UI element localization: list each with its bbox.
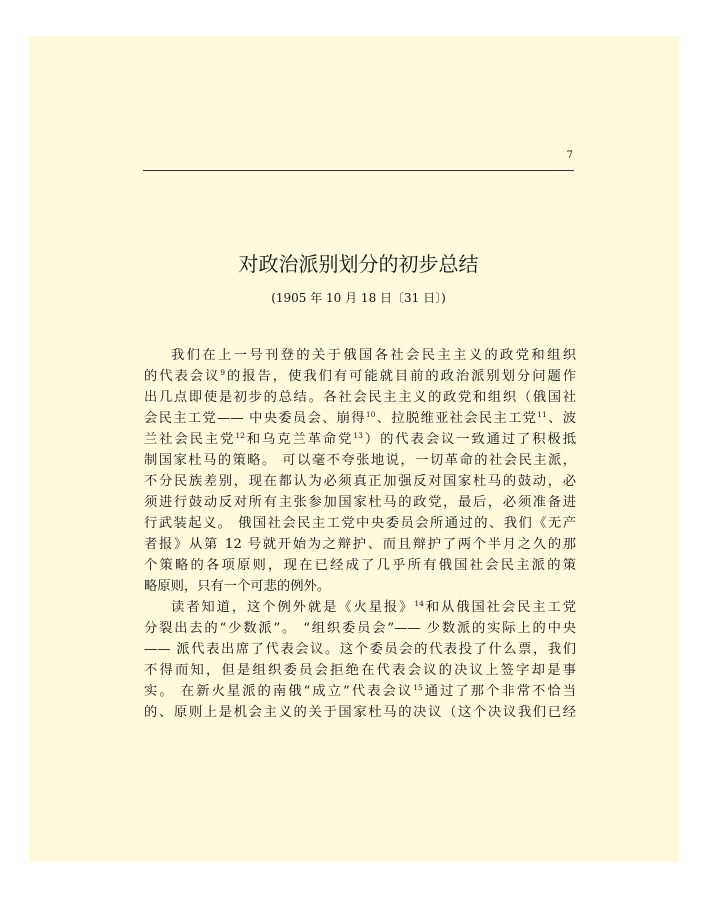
text-line <box>144 429 576 450</box>
body-text <box>144 345 576 723</box>
article-date: (1905 年 10 月 18 日〔31 日〕) <box>271 291 446 305</box>
text-segment: 实。 在新火星派的南俄“成立”代表会议 <box>144 684 414 699</box>
text-segment: 读者知道，这个例外就是《火星报》 <box>171 600 415 615</box>
text-line <box>144 660 576 681</box>
text-segment: ）的代表会议一致通过了积极抵 <box>362 432 577 447</box>
text-segment: 的代表会议 <box>144 369 221 384</box>
footnote-ref: 9 <box>220 368 226 377</box>
text-line <box>144 408 576 429</box>
text-segment: 、拉脱维亚社会民主工党 <box>375 411 538 426</box>
text-segment: 和乌克兰革命党 <box>244 432 354 447</box>
text-segment: 我们在上一号刊登的关于俄国各社会民主主义的政党和组织 <box>171 348 576 363</box>
text-segment: 会民主工党—— 中央委员会、崩得 <box>144 411 366 426</box>
footnote-ref: 12 <box>235 431 245 440</box>
text-segment: 行武装起义。 俄国社会民主工党中央委员会所通过的、我们《无产 <box>144 516 576 531</box>
text-segment: 、波 <box>546 411 577 426</box>
text-segment: 不分民族差别，现在都认为必须真正加强反对国家杜马的鼓动，必 <box>144 474 576 489</box>
text-line <box>144 555 576 576</box>
text-segment: 的报告，使我们有可能就目前的政治派别划分问题作 <box>225 369 577 384</box>
footnote-ref: 13 <box>353 431 363 440</box>
text-segment: 分裂出去的“少数派”。 “组织委员会”—— 少数派的实际上的中央 <box>144 621 576 636</box>
footnote-ref: 11 <box>537 410 547 419</box>
text-segment: 的、原则上是机会主义的关于国家杜马的决议（这个决议我们已经 <box>144 705 576 720</box>
page-number: 7 <box>566 150 573 161</box>
header-rule <box>143 170 574 171</box>
text-line <box>144 576 576 597</box>
text-segment: 通过了那个非常不恰当 <box>422 684 576 699</box>
text-line <box>144 345 576 366</box>
text-line <box>144 366 576 387</box>
text-line <box>144 639 576 660</box>
text-line <box>144 492 576 513</box>
text-line <box>144 450 576 471</box>
text-segment: 出几点即使是初步的总结。各社会民主主义的政党和组织（俄国社 <box>144 390 576 405</box>
text-line <box>144 618 576 639</box>
text-segment: 兰社会民主党 <box>144 432 236 447</box>
text-line <box>144 513 576 534</box>
text-segment: 略原则，只有一个可悲的例外。 <box>144 579 331 594</box>
footnote-ref: 14 <box>414 599 424 608</box>
text-segment: 和从俄国社会民主工党 <box>423 600 577 615</box>
text-line <box>144 702 576 723</box>
text-line <box>144 534 576 555</box>
text-line <box>144 471 576 492</box>
text-line <box>144 387 576 408</box>
footnote-ref: 10 <box>365 410 376 419</box>
text-segment: 者报》从第 12 号就开始为之辩护、而且辩护了两个半月之久的那 <box>144 537 576 552</box>
text-segment: 不得而知，但是组织委员会拒绝在代表会议的决议上签字却是事 <box>144 663 576 678</box>
text-segment: 须进行鼓动反对所有主张参加国家杜马的政党，最后，必须准备进 <box>144 495 576 510</box>
text-segment: 个策略的各项原则，现在已经成了几乎所有俄国社会民主派的策 <box>144 558 576 573</box>
footnote-ref: 15 <box>413 683 423 692</box>
text-segment: —— 派代表出席了代表会议。这个委员会的代表投了什么票，我们 <box>144 642 576 657</box>
text-line <box>144 681 576 702</box>
text-line <box>144 597 576 618</box>
article-title: 对政治派别划分的初步总结 <box>238 252 479 276</box>
text-segment: 制国家杜马的策略。 可以毫不夸张地说，一切革命的社会民主派， <box>144 453 576 468</box>
